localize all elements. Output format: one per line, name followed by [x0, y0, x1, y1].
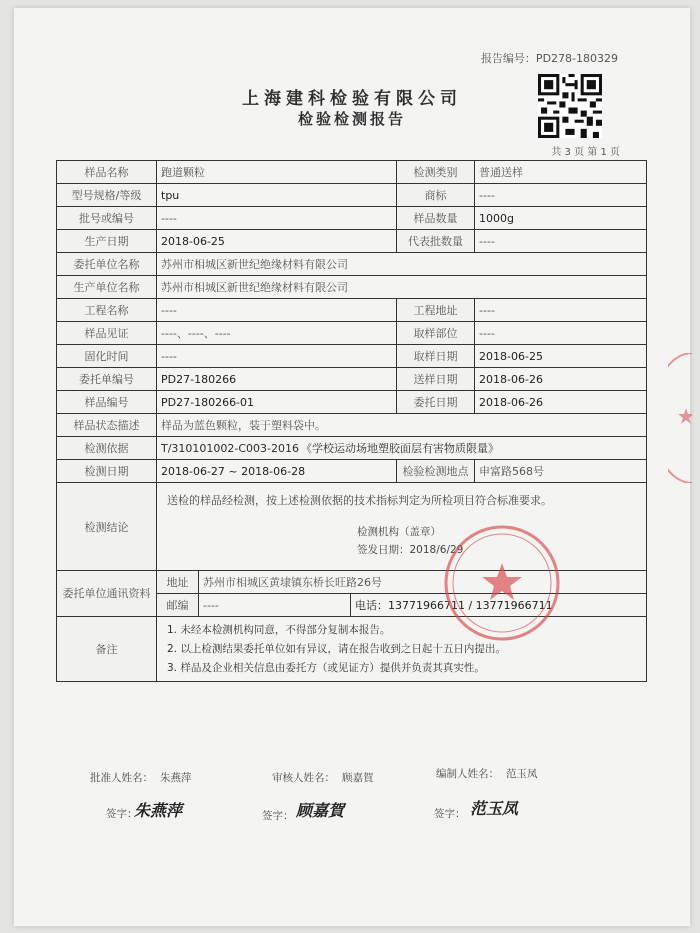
company-name: 上海建科检验有限公司 [242, 89, 462, 109]
table-row [57, 414, 647, 437]
sample-number-value: PD27-180266-01 [157, 391, 397, 414]
table-row [57, 345, 647, 368]
sample-name-value: 跑道颗粒 [157, 161, 397, 184]
representative-qty-value: ---- [475, 230, 647, 253]
page-indicator: 共 3 页 第 1 页 [551, 147, 620, 158]
phone-value: 电话：13771966711 / 13771966711 [351, 594, 647, 617]
field-label: 商标 [397, 184, 475, 207]
field-label: 生产单位名称 [57, 276, 157, 299]
field-label: 样品数量 [397, 207, 475, 230]
field-label: 样品见证 [57, 322, 157, 345]
seam-seal-icon [668, 353, 692, 483]
field-label: 检测依据 [57, 437, 157, 460]
conclusion-cell [157, 483, 647, 571]
model-value: tpu [157, 184, 397, 207]
field-label: 样品名称 [57, 161, 157, 184]
field-label: 备注 [57, 617, 157, 682]
test-date-value: 2018-06-27 ~ 2018-06-28 [157, 460, 397, 483]
approver-signature: 朱燕萍 [134, 801, 183, 820]
report-number: 报告编号：PD278-180329 [480, 52, 618, 65]
field-label: 固化时间 [57, 345, 157, 368]
approver-label: 批准人姓名： [90, 772, 153, 784]
field-label: 工程地址 [397, 299, 475, 322]
sampling-date-value: 2018-06-25 [475, 345, 647, 368]
field-label: 检测结论 [57, 483, 157, 571]
test-place-value: 申富路568号 [475, 460, 647, 483]
test-type-value: 普通送样 [475, 161, 647, 184]
manufacturer-value: 苏州市相城区新世纪绝缘材料有限公司 [157, 276, 647, 299]
sign-label: 签字： [106, 808, 138, 820]
testing-org-label: 检测机构（盖章） [357, 526, 441, 538]
notes-cell [157, 617, 647, 682]
table-row [57, 299, 647, 322]
field-label: 邮编 [157, 594, 199, 617]
basis-name: 《学校运动场地塑胶面层有害物质限量》 [301, 442, 500, 455]
field-label: 送样日期 [397, 368, 475, 391]
field-label: 生产日期 [57, 230, 157, 253]
table-row [57, 161, 647, 184]
field-label: 检测类别 [397, 161, 475, 184]
official-seal-icon [442, 523, 562, 643]
field-label: 批号或编号 [57, 207, 157, 230]
batch-value: ---- [157, 207, 397, 230]
field-label: 取样日期 [397, 345, 475, 368]
sampling-part-value: ---- [475, 322, 647, 345]
production-date-value: 2018-06-25 [157, 230, 397, 253]
field-label: 检测日期 [57, 460, 157, 483]
field-label: 检验检测地点 [397, 460, 475, 483]
field-label: 委托单编号 [57, 368, 157, 391]
project-address-value: ---- [475, 299, 647, 322]
table-row [57, 230, 647, 253]
author-label: 编制人姓名： [436, 768, 499, 780]
report-page [14, 8, 690, 926]
report-title: 检验检测报告 [297, 110, 406, 128]
table-row [57, 253, 647, 276]
field-label: 样品状态描述 [57, 414, 157, 437]
note-item: 3. 样品及企业相关信息由委托方（或见证方）提供并负责其真实性。 [167, 661, 485, 674]
field-label: 代表批数量 [397, 230, 475, 253]
table-row [57, 322, 647, 345]
table-row [57, 391, 647, 414]
basis-code: T/310101002-C003-2016 [161, 442, 300, 455]
sign-label: 签字： [434, 808, 466, 820]
table-row [57, 184, 647, 207]
approver-name: 朱燕萍 [160, 772, 192, 784]
quantity-value: 1000g [475, 207, 647, 230]
sample-state-value: 样品为蓝色颗粒，装于塑料袋中。 [157, 414, 647, 437]
postcode-value: ---- [199, 594, 351, 617]
field-label: 工程名称 [57, 299, 157, 322]
reviewer-signature: 顾嘉賀 [296, 801, 345, 820]
sign-label: 签字： [262, 810, 294, 822]
reviewer-name: 顾嘉賀 [342, 772, 374, 784]
field-label: 型号规格/等级 [57, 184, 157, 207]
project-value: ---- [157, 299, 397, 322]
field-label: 委托单位通讯资料 [57, 571, 157, 617]
field-label: 委托日期 [397, 391, 475, 414]
field-label: 委托单位名称 [57, 253, 157, 276]
table-row [57, 276, 647, 299]
note-item: 2. 以上检测结果委托单位如有异议，请在报告收到之日起十五日内提出。 [167, 642, 506, 655]
field-label: 取样部位 [397, 322, 475, 345]
address-value: 苏州市相城区黄埭镇东桥长旺路26号 [199, 571, 647, 594]
table-row [57, 460, 647, 483]
test-basis-value [157, 437, 647, 460]
conclusion-text: 送检的样品经检测，按上述检测依据的技术指标判定为所检项目符合标准要求。 [167, 494, 552, 507]
cure-time-value: ---- [157, 345, 397, 368]
issue-date: 签发日期：2018/6/29 [357, 544, 464, 556]
note-item: 1. 未经本检测机构同意，不得部分复制本报告。 [167, 623, 391, 636]
brand-value: ---- [475, 184, 647, 207]
author-name: 范玉凤 [506, 768, 538, 780]
table-row [57, 437, 647, 460]
client-value: 苏州市相城区新世纪绝缘材料有限公司 [157, 253, 647, 276]
field-label: 样品编号 [57, 391, 157, 414]
delivery-date-value: 2018-06-26 [475, 368, 647, 391]
table-row [57, 368, 647, 391]
reviewer-label: 审核人姓名： [272, 772, 335, 784]
author-signature: 范玉凤 [470, 799, 519, 818]
witness-value: ----、----、---- [157, 322, 397, 345]
order-number-value: PD27-180266 [157, 368, 397, 391]
table-row [57, 207, 647, 230]
field-label: 地址 [157, 571, 199, 594]
order-date-value: 2018-06-26 [475, 391, 647, 414]
